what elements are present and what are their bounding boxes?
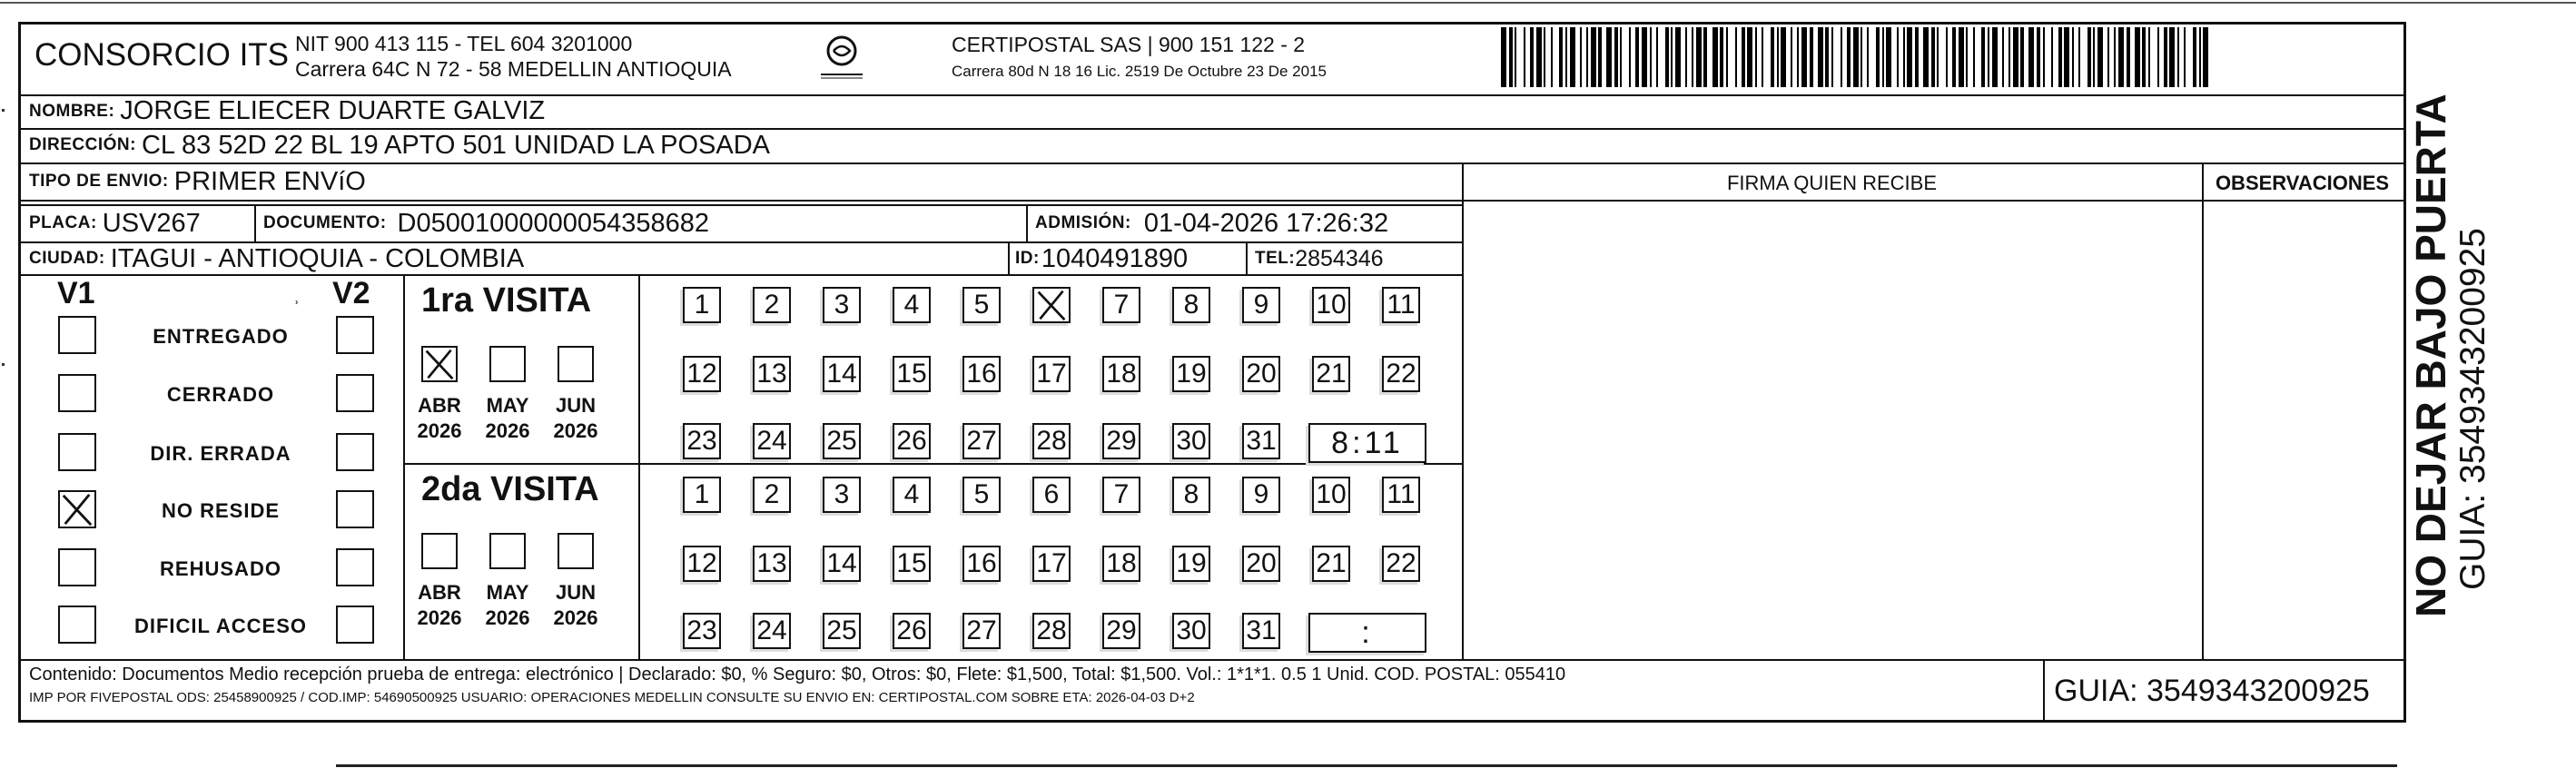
v2-checkbox[interactable] (336, 490, 374, 528)
v2-label: V2 (332, 276, 370, 310)
barcode-bar (1658, 27, 1665, 87)
day-box[interactable]: 10 (1312, 287, 1350, 323)
day-box[interactable]: 23 (683, 423, 721, 459)
barcode-bar (2150, 27, 2157, 87)
day-box[interactable]: 10 (1312, 477, 1350, 513)
option-label: CERRADO (166, 383, 275, 406)
divider (1026, 204, 1028, 242)
ciudad-row (29, 242, 524, 275)
company-info (295, 31, 732, 82)
day-box[interactable]: 6 (1032, 477, 1071, 513)
month-name: MAY (486, 394, 529, 417)
first-visit-title: 1ra VISITA (421, 281, 592, 320)
carrier-address: Carrera 80d N 18 16 Lic. 2519 De Octubre 23 De 2015 (952, 63, 1327, 80)
v2-checkbox[interactable] (336, 316, 374, 354)
admision-row (1035, 205, 1388, 241)
day-box[interactable]: 1 (683, 287, 721, 323)
day-box[interactable]: 15 (893, 356, 931, 392)
side-guia: GUIA: 3549343200925 (2453, 228, 2492, 590)
divider (2043, 659, 2045, 721)
day-box[interactable]: 26 (893, 423, 931, 459)
firma-label: FIRMA QUIEN RECIBE (1726, 172, 1938, 194)
option-label: ENTREGADO (153, 325, 289, 348)
option-label: DIFICIL ACCESO (133, 615, 307, 637)
day-box[interactable]: 19 (1172, 546, 1210, 582)
id-row (1015, 242, 1188, 275)
placa-row (29, 205, 201, 241)
v1-checkbox[interactable] (58, 316, 96, 354)
divider (638, 274, 640, 660)
day-box[interactable]: 24 (753, 423, 791, 459)
v2-checkbox[interactable] (336, 433, 374, 471)
day-box[interactable]: 16 (962, 546, 1001, 582)
month-checkbox[interactable] (558, 346, 594, 382)
divider (1008, 241, 1010, 275)
direccion-value: CL 83 52D 22 BL 19 APTO 501 UNIDAD LA POSADA (141, 130, 771, 160)
day-box[interactable]: 8 (1172, 287, 1210, 323)
day-box[interactable]: 21 (1312, 546, 1350, 582)
nombre-row (29, 95, 545, 127)
day-box[interactable]: 20 (1242, 546, 1280, 582)
divider (2202, 162, 2204, 660)
day-box[interactable]: 18 (1102, 546, 1140, 582)
tipo-value: PRIMER ENVíO (173, 166, 366, 196)
carrier-name: CERTIPOSTAL SAS | 900 151 122 - 2 (952, 33, 1306, 56)
divider (18, 659, 2406, 661)
admision-value: 01-04-2026 17:26:32 (1143, 208, 1389, 238)
month-name: MAY (486, 581, 529, 604)
month-name: JUN (555, 394, 596, 417)
day-box[interactable]: 31 (1242, 613, 1280, 649)
v1-checkbox[interactable] (58, 374, 96, 412)
v1-checkbox[interactable] (58, 548, 96, 586)
day-box[interactable]: 20 (1242, 356, 1280, 392)
day-box[interactable]: 11 (1382, 287, 1420, 323)
day-box[interactable]: 17 (1032, 356, 1071, 392)
month-label (544, 393, 607, 444)
day-box[interactable] (1032, 287, 1071, 323)
month-year: 2026 (553, 606, 598, 629)
company-name: CONSORCIO ITS (35, 37, 290, 73)
day-box[interactable]: 19 (1172, 356, 1210, 392)
divider (1246, 241, 1248, 275)
day-box[interactable]: 4 (893, 477, 931, 513)
day-box[interactable]: 31 (1242, 423, 1280, 459)
month-checkbox[interactable] (489, 346, 526, 382)
footer-line-1: Contenido: Documentos Medio recepción prueba de entrega: electrónico | Declarado: $0, % Seguro: $0, Otros: $0, Flete: $1,500, Total: $1,500. Vol.: 1*1*1. 0.5 1 Unid. COD. POSTAL: 055410 (29, 665, 1566, 684)
direccion-label: DIRECCIÓN: (29, 135, 136, 154)
barcode-bar (2045, 27, 2052, 87)
tel-row (1255, 242, 1384, 275)
day-box[interactable]: 23 (683, 613, 721, 649)
admision-label: ADMISIÓN: (1035, 213, 1131, 232)
documento-value: D05001000000054358682 (397, 208, 710, 238)
barcode-bar (1516, 27, 1524, 87)
v2-checkbox[interactable] (336, 606, 374, 644)
day-box[interactable]: 18 (1102, 356, 1140, 392)
footer-guia: GUIA: 3549343200925 (2054, 673, 2370, 708)
day-box[interactable]: 1 (683, 477, 721, 513)
side-text (2407, 94, 2493, 617)
month-label (408, 580, 471, 631)
divider (18, 162, 2406, 164)
day-box[interactable]: 4 (893, 287, 931, 323)
month-label (476, 393, 539, 444)
id-value: 1040491890 (1041, 243, 1189, 273)
barcode-bar (1939, 27, 1946, 87)
v2-checkbox[interactable] (336, 374, 374, 412)
barcode-bar (1553, 27, 1560, 87)
barcode-bar (2208, 27, 2213, 87)
day-box[interactable]: 2 (753, 477, 791, 513)
time-box[interactable]: : (1308, 613, 1426, 653)
direccion-row (29, 129, 770, 162)
tipo-row (29, 163, 366, 200)
footer-line-2: IMP POR FIVEPOSTAL ODS: 25458900925 / COD.IMP: 54690500925 USUARIO: OPERACIONES MEDELLIN CONSULTE SU ENVIO EN: CERTIPOSTAL.COM SOBRE ETA: 2026-04-03 D+2 (29, 690, 1195, 705)
barcode-bar (1869, 27, 1876, 87)
company-address: Carrera 64C N 72 - 58 MEDELLIN ANTIOQUIA (295, 57, 732, 81)
day-box[interactable]: 5 (962, 287, 1001, 323)
month-year: 2026 (485, 419, 530, 442)
day-box[interactable]: 22 (1382, 356, 1420, 392)
day-box[interactable]: 24 (753, 613, 791, 649)
bottom-edge-line (336, 764, 2397, 767)
month-checkbox[interactable] (489, 533, 526, 569)
v1-checkbox[interactable] (58, 490, 96, 528)
barcode-bar (2186, 27, 2193, 87)
v2-checkbox[interactable] (336, 548, 374, 586)
month-checkbox[interactable] (558, 533, 594, 569)
v1-label: V1 (57, 276, 95, 310)
placa-label: PLACA: (29, 213, 97, 232)
stray-mark: ˒ (293, 287, 301, 310)
month-checkbox[interactable] (421, 346, 458, 382)
day-box[interactable]: 11 (1382, 477, 1420, 513)
nombre-value: JORGE ELIECER DUARTE GALVIZ (120, 96, 546, 125)
divider (18, 200, 2406, 202)
divider (254, 204, 256, 242)
scan-dot (2, 363, 5, 366)
documento-row (263, 205, 709, 241)
carrier-info (952, 31, 1327, 85)
day-box[interactable]: 7 (1102, 287, 1140, 323)
day-box[interactable]: 7 (1102, 477, 1140, 513)
tel-label: TEL: (1255, 249, 1296, 268)
day-box[interactable]: 3 (823, 287, 861, 323)
barcode-bar (1763, 27, 1771, 87)
nombre-label: NOMBRE: (29, 101, 115, 121)
day-box[interactable]: 8 (1172, 477, 1210, 513)
day-box[interactable]: 21 (1312, 356, 1350, 392)
day-box[interactable]: 29 (1102, 613, 1140, 649)
month-label (408, 393, 471, 444)
month-name: JUN (555, 581, 596, 604)
month-label (544, 580, 607, 631)
month-year: 2026 (417, 606, 462, 629)
month-year: 2026 (417, 419, 462, 442)
day-box[interactable]: 5 (962, 477, 1001, 513)
certipostal-logo (810, 31, 873, 85)
option-label: DIR. ERRADA (150, 442, 291, 465)
day-box[interactable]: 30 (1172, 423, 1210, 459)
day-box[interactable]: 28 (1032, 423, 1071, 459)
day-box[interactable]: 25 (823, 423, 861, 459)
time-box[interactable]: 8:11 (1308, 423, 1426, 463)
day-box[interactable]: 3 (823, 477, 861, 513)
divider (1462, 162, 1464, 660)
month-name: ABR (418, 581, 461, 604)
day-box[interactable]: 25 (823, 613, 861, 649)
day-box[interactable]: 14 (823, 356, 861, 392)
barcode-bar (2080, 27, 2087, 87)
day-box[interactable]: 2 (753, 287, 791, 323)
day-box[interactable]: 14 (823, 546, 861, 582)
day-box[interactable]: 9 (1242, 477, 1280, 513)
top-edge-line (0, 2, 2576, 4)
day-box[interactable]: 9 (1242, 287, 1280, 323)
month-name: ABR (418, 394, 461, 417)
barcode (1501, 27, 2214, 87)
month-label (476, 580, 539, 631)
day-box[interactable]: 16 (962, 356, 1001, 392)
divider (403, 274, 405, 660)
month-checkbox[interactable] (421, 533, 458, 569)
barcode-bar (1833, 27, 1841, 87)
side-warning: NO DEJAR BAJO PUERTA (2407, 94, 2454, 617)
day-box[interactable]: 26 (893, 613, 931, 649)
day-box[interactable]: 22 (1382, 546, 1420, 582)
placa-value: USV267 (102, 208, 201, 238)
tel-value: 2854346 (1295, 245, 1384, 271)
ciudad-label: CIUDAD: (29, 249, 105, 268)
observaciones-label: OBSERVACIONES (2215, 172, 2390, 194)
second-visit-title: 2da VISITA (421, 470, 599, 508)
barcode-bar (1728, 27, 1735, 87)
barcode-bar (1975, 27, 1982, 87)
day-box[interactable]: 30 (1172, 613, 1210, 649)
barcode-bar (1622, 27, 1629, 87)
id-label: ID: (1015, 249, 1040, 268)
option-label: REHUSADO (160, 557, 281, 580)
tipo-label: TIPO DE ENVIO: (29, 172, 169, 191)
day-box[interactable]: 27 (962, 423, 1001, 459)
day-box[interactable]: 12 (683, 546, 721, 582)
divider (403, 463, 1462, 465)
day-box[interactable]: 17 (1032, 546, 1071, 582)
day-box[interactable]: 15 (893, 546, 931, 582)
day-box[interactable]: 12 (683, 356, 721, 392)
scan-dot (2, 109, 5, 112)
footer-text (29, 663, 1565, 710)
company-nit: NIT 900 413 115 - TEL 604 3201000 (295, 32, 633, 55)
day-box[interactable]: 29 (1102, 423, 1140, 459)
v1-checkbox[interactable] (58, 433, 96, 471)
documento-label: DOCUMENTO: (263, 213, 387, 232)
divider (18, 274, 1462, 276)
v1-checkbox[interactable] (58, 606, 96, 644)
day-box[interactable]: 13 (753, 356, 791, 392)
day-box[interactable]: 28 (1032, 613, 1071, 649)
option-label: NO RESIDE (161, 499, 281, 522)
month-year: 2026 (485, 606, 530, 629)
day-box[interactable]: 27 (962, 613, 1001, 649)
ciudad-value: ITAGUI - ANTIOQUIA - COLOMBIA (110, 243, 525, 273)
month-year: 2026 (553, 419, 598, 442)
day-box[interactable]: 13 (753, 546, 791, 582)
